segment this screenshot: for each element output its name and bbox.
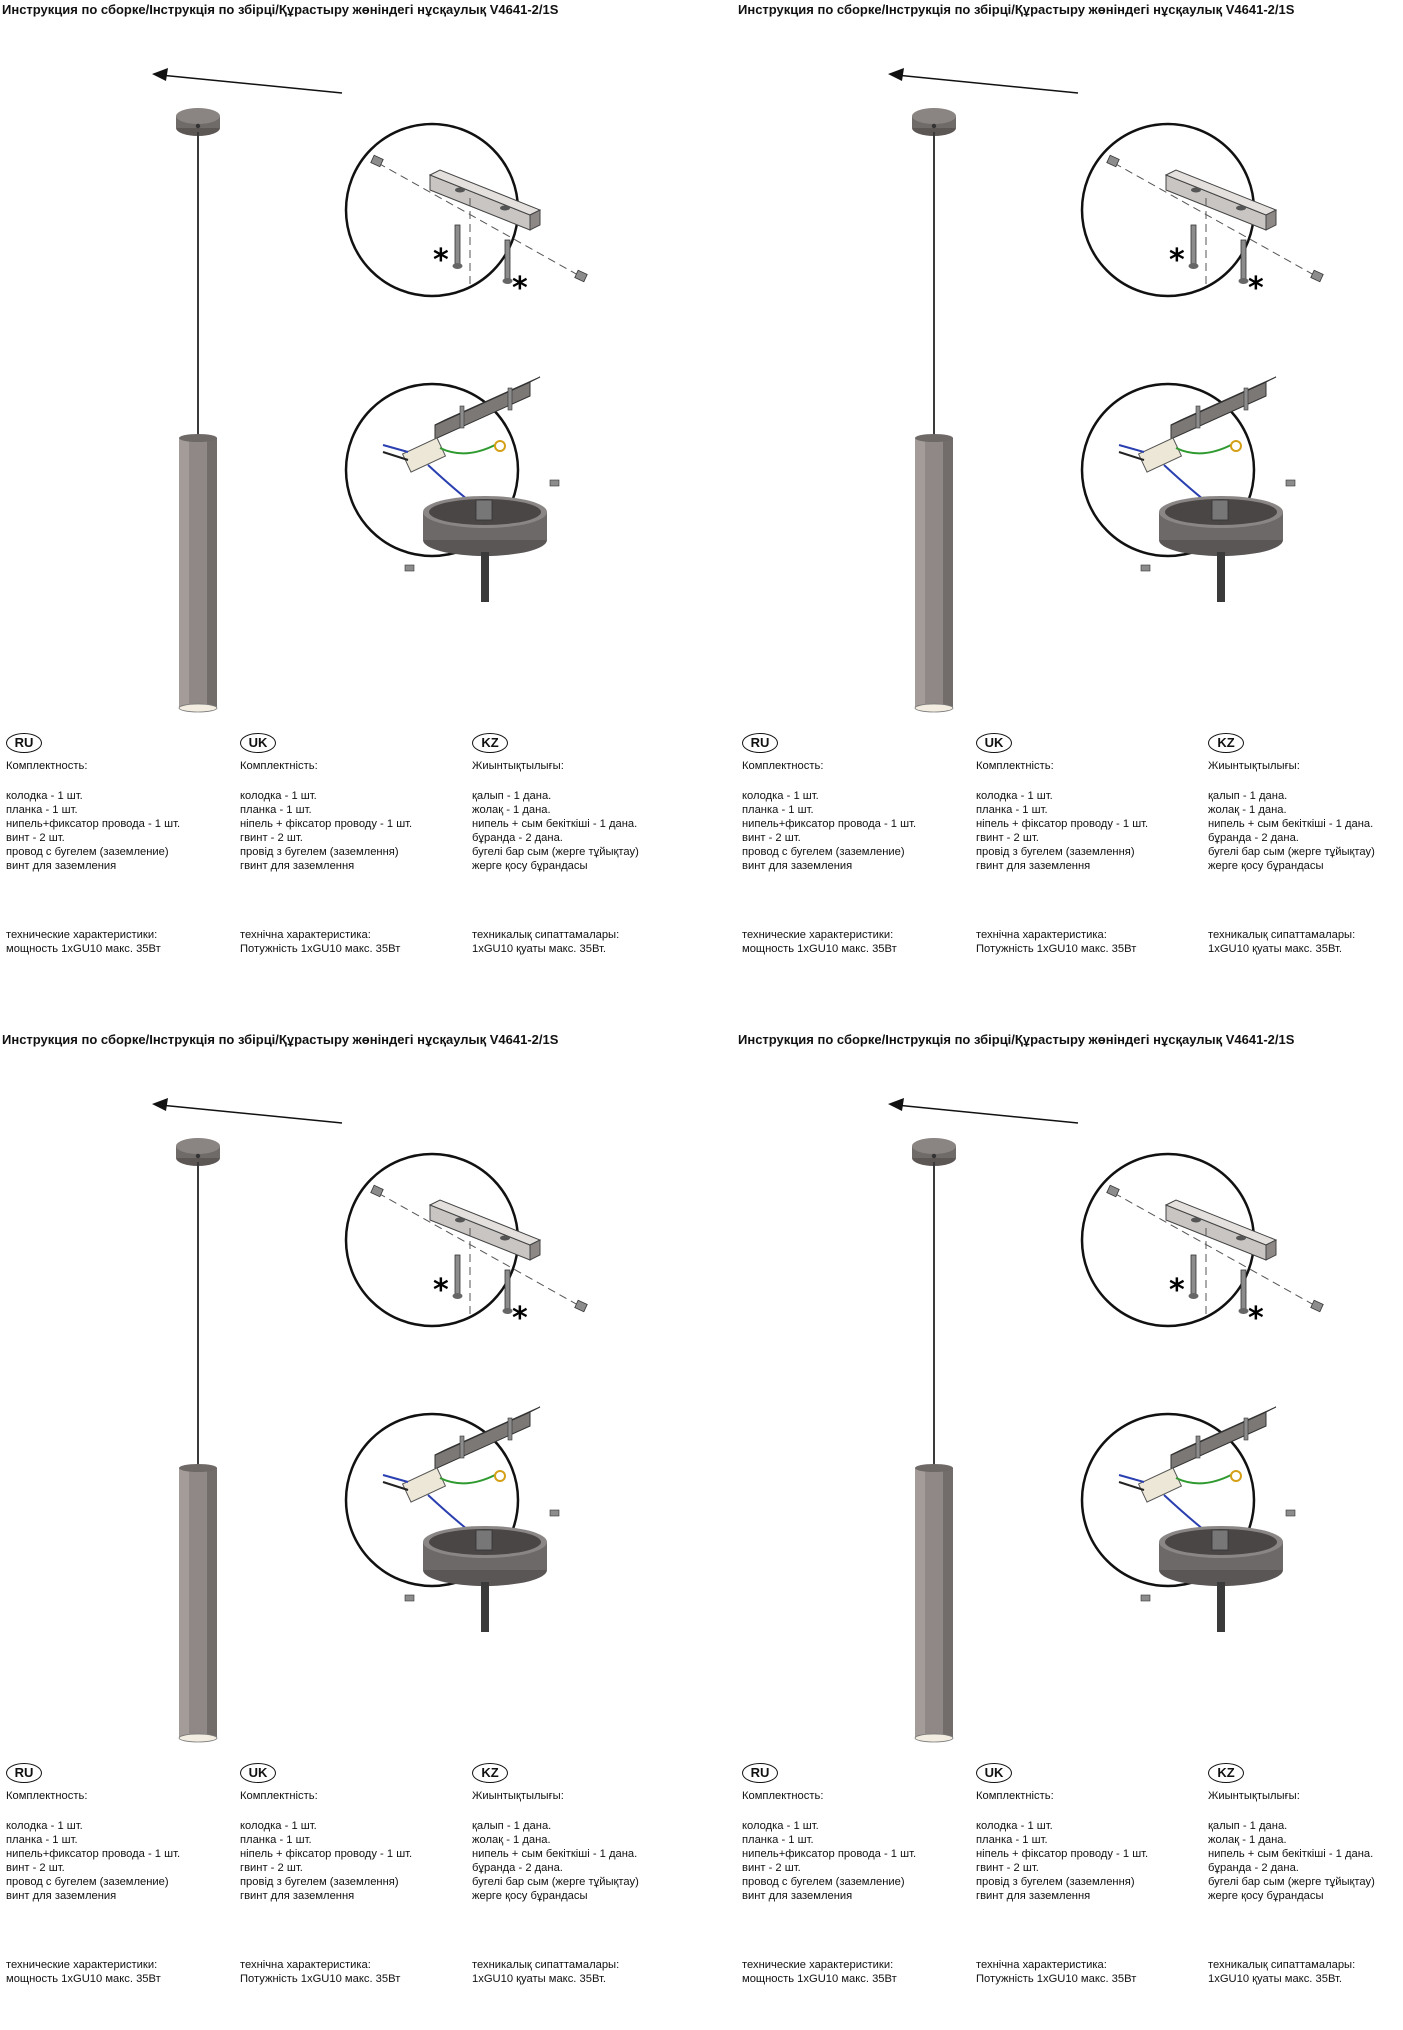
spec-heading: технические характеристики:	[6, 929, 158, 941]
canopy-plate	[423, 1526, 547, 1632]
kit-item: колодка - 1 шт.	[742, 1820, 819, 1832]
page-title: Инструкция по сборке/Інструкція по збірці/Құрастыру жөніндегі нұсқаулық V4641-2/1S	[2, 1032, 559, 1047]
spec-block-uk	[240, 1958, 400, 1986]
page-title: Инструкция по сборке/Інструкція по збірці/Құрастыру жөніндегі нұсқаулық V4641-2/1S	[738, 2, 1295, 17]
kit-item: нипель+фиксатор провода - 1 шт.	[742, 1848, 917, 1860]
arrow-left-icon	[152, 68, 342, 93]
kit-item: нипель+фиксатор провода - 1 шт.	[742, 818, 917, 830]
kit-item: қалып - 1 дана.	[472, 1820, 552, 1832]
lang-badge-kz: KZ	[472, 733, 508, 753]
asterisk-mark: *	[512, 1301, 528, 1336]
lang-column-uk	[240, 733, 412, 873]
asterisk-mark: *	[1169, 243, 1185, 278]
spec-heading: техникалық сипаттамалары:	[1208, 929, 1356, 941]
spec-heading: технические характеристики:	[742, 1959, 894, 1971]
kit-heading: Комплектность:	[6, 760, 88, 772]
kit-item: бұранда - 2 дана.	[472, 832, 563, 844]
canopy-plate	[1159, 1526, 1283, 1632]
kit-item: жолақ - 1 дана.	[1208, 1834, 1287, 1846]
spec-value: мощность 1xGU10 макс. 35Вт	[6, 943, 161, 955]
lang-column-kz	[1208, 733, 1375, 873]
spec-value: 1xGU10 қуаты макс. 35Вт.	[472, 943, 607, 955]
kit-item: винт - 2 шт.	[6, 832, 65, 844]
kit-item: қалып - 1 дана.	[472, 790, 552, 802]
kit-item: винт - 2 шт.	[742, 1862, 801, 1874]
kit-item: нипель + сым бекіткіші - 1 дана.	[1208, 818, 1374, 830]
kit-item: нiпель + фiксатор проводу - 1 шт.	[240, 818, 413, 830]
asterisk-mark: *	[1248, 1301, 1264, 1336]
kit-item: гвинт - 2 шт.	[976, 832, 1039, 844]
kit-item: гвинт для заземлення	[976, 860, 1091, 872]
kit-item: гвинт - 2 шт.	[240, 832, 303, 844]
kit-item: планка - 1 шт.	[240, 1834, 312, 1846]
lang-column-uk	[976, 733, 1148, 873]
kit-item: жерге қосу бұрандасы	[1208, 1890, 1324, 1902]
spec-block-ru	[742, 1958, 897, 1986]
pendant-lamp-icon	[912, 1138, 956, 1742]
kit-item: колодка - 1 шт.	[976, 1820, 1053, 1832]
lang-column-ru	[6, 733, 180, 873]
lang-column-ru	[6, 1763, 180, 1903]
spec-block-kz	[1208, 1958, 1355, 1986]
kit-item: нипель+фиксатор провода - 1 шт.	[6, 1848, 181, 1860]
asterisk-mark: *	[433, 243, 449, 278]
spec-value: 1xGU10 қуаты макс. 35Вт.	[472, 1973, 607, 1985]
spec-block-kz	[1208, 928, 1355, 956]
arrow-left-icon	[888, 1098, 1078, 1123]
kit-heading: Жиынтықтылығы:	[472, 760, 564, 772]
spec-heading: техникалық сипаттамалары:	[472, 929, 620, 941]
kit-heading: Комплектність:	[976, 1790, 1054, 1802]
kit-item: провод с бугелем (заземление)	[742, 1876, 905, 1888]
kit-heading: Жиынтықтылығы:	[1208, 760, 1300, 772]
kit-item: жерге қосу бұрандасы	[472, 860, 588, 872]
asterisk-mark: *	[512, 271, 528, 306]
kit-item: колодка - 1 шт.	[6, 1820, 83, 1832]
spec-heading: технические характеристики:	[742, 929, 894, 941]
kit-item: колодка - 1 шт.	[976, 790, 1053, 802]
kit-item: провод с бугелем (заземление)	[6, 1876, 169, 1888]
kit-heading: Жиынтықтылығы:	[472, 1790, 564, 1802]
kit-item: жерге қосу бұрандасы	[1208, 860, 1324, 872]
pendant-lamp-icon	[176, 108, 220, 712]
lang-column-uk	[976, 1763, 1148, 1903]
kit-heading: Комплектность:	[6, 1790, 88, 1802]
kit-item: жолақ - 1 дана.	[472, 1834, 551, 1846]
spec-value: Потужнiсть 1xGU10 макс. 35Вт	[240, 943, 401, 955]
kit-item: винт для заземления	[6, 860, 117, 872]
kit-item: провiд з бугелем (заземлення)	[240, 846, 399, 858]
lang-badge-uk: UK	[976, 1763, 1012, 1783]
spec-value: Потужнiсть 1xGU10 макс. 35Вт	[976, 1973, 1137, 1985]
lang-badge-uk: UK	[240, 1763, 276, 1783]
kit-item: провiд з бугелем (заземлення)	[240, 1876, 399, 1888]
kit-item: нiпель + фiксатор проводу - 1 шт.	[240, 1848, 413, 1860]
spec-value: 1xGU10 қуаты макс. 35Вт.	[1208, 1973, 1343, 1985]
kit-item: нипель+фиксатор провода - 1 шт.	[6, 818, 181, 830]
kit-item: винт для заземления	[6, 1890, 117, 1902]
spec-value: мощность 1xGU10 макс. 35Вт	[742, 1973, 897, 1985]
asterisk-mark: *	[1248, 271, 1264, 306]
assembly-illustration	[736, 20, 1403, 720]
lang-badge-ru: RU	[742, 1763, 778, 1783]
spec-heading: технiчна характеристика:	[240, 929, 371, 941]
canopy-plate	[1159, 496, 1283, 602]
arrow-left-icon	[152, 1098, 342, 1123]
kit-item: нипель + сым бекіткіші - 1 дана.	[1208, 1848, 1374, 1860]
lang-badge-kz: KZ	[1208, 733, 1244, 753]
kit-heading: Комплектность:	[742, 1790, 824, 1802]
kit-item: планка - 1 шт.	[742, 1834, 814, 1846]
kit-heading: Жиынтықтылығы:	[1208, 1790, 1300, 1802]
lang-badge-kz: KZ	[472, 1763, 508, 1783]
kit-heading: Комплектність:	[240, 1790, 318, 1802]
kit-heading: Комплектність:	[240, 760, 318, 772]
assembly-illustration	[0, 20, 700, 720]
kit-item: провод с бугелем (заземление)	[6, 846, 169, 858]
kit-item: колодка - 1 шт.	[742, 790, 819, 802]
spec-heading: технические характеристики:	[6, 1959, 158, 1971]
kit-item: бугелі бар сым (жерге тұйықтау)	[472, 846, 639, 858]
kit-item: бұранда - 2 дана.	[1208, 832, 1299, 844]
kit-item: планка - 1 шт.	[6, 1834, 78, 1846]
lang-column-uk	[240, 1763, 412, 1903]
kit-heading: Комплектність:	[976, 760, 1054, 772]
pendant-lamp-icon	[912, 108, 956, 712]
instruction-sheet	[0, 0, 700, 1000]
spec-value: мощность 1xGU10 макс. 35Вт	[6, 1973, 161, 1985]
spec-value: Потужнiсть 1xGU10 макс. 35Вт	[976, 943, 1137, 955]
kit-item: планка - 1 шт.	[240, 804, 312, 816]
kit-item: бұранда - 2 дана.	[1208, 1862, 1299, 1874]
kit-item: колодка - 1 шт.	[240, 1820, 317, 1832]
canopy-plate	[423, 496, 547, 602]
asterisk-mark: *	[1169, 1273, 1185, 1308]
kit-item: планка - 1 шт.	[976, 804, 1048, 816]
kit-item: провiд з бугелем (заземлення)	[976, 1876, 1135, 1888]
kit-item: жолақ - 1 дана.	[1208, 804, 1287, 816]
lang-badge-uk: UK	[240, 733, 276, 753]
kit-item: қалып - 1 дана.	[1208, 1820, 1288, 1832]
lang-badge-ru: RU	[6, 1763, 42, 1783]
page-title: Инструкция по сборке/Інструкція по збірці/Құрастыру жөніндегі нұсқаулық V4641-2/1S	[738, 1032, 1295, 1047]
lang-column-kz	[1208, 1763, 1375, 1903]
kit-item: планка - 1 шт.	[6, 804, 78, 816]
page-title: Инструкция по сборке/Інструкція по збірці/Құрастыру жөніндегі нұсқаулық V4641-2/1S	[2, 2, 559, 17]
spec-value: 1xGU10 қуаты макс. 35Вт.	[1208, 943, 1343, 955]
kit-item: винт - 2 шт.	[742, 832, 801, 844]
spec-block-uk	[976, 928, 1136, 956]
instruction-sheet	[736, 1030, 1403, 2030]
spec-block-ru	[6, 1958, 161, 1986]
kit-item: гвинт - 2 шт.	[240, 1862, 303, 1874]
spec-block-uk	[240, 928, 400, 956]
kit-item: винт для заземления	[742, 860, 853, 872]
kit-item: винт - 2 шт.	[6, 1862, 65, 1874]
kit-item: колодка - 1 шт.	[240, 790, 317, 802]
assembly-illustration	[736, 1050, 1403, 1750]
asterisk-mark: *	[433, 1273, 449, 1308]
spec-heading: техникалық сипаттамалары:	[1208, 1959, 1356, 1971]
kit-item: гвинт - 2 шт.	[976, 1862, 1039, 1874]
spec-heading: технiчна характеристика:	[240, 1959, 371, 1971]
kit-item: гвинт для заземлення	[976, 1890, 1091, 1902]
kit-item: нiпель + фiксатор проводу - 1 шт.	[976, 818, 1149, 830]
spec-heading: технiчна характеристика:	[976, 1959, 1107, 1971]
spec-block-kz	[472, 1958, 619, 1986]
kit-item: гвинт для заземлення	[240, 1890, 355, 1902]
kit-item: жолақ - 1 дана.	[472, 804, 551, 816]
spec-value: мощность 1xGU10 макс. 35Вт	[742, 943, 897, 955]
spec-heading: техникалық сипаттамалары:	[472, 1959, 620, 1971]
kit-item: бұранда - 2 дана.	[472, 1862, 563, 1874]
lang-column-ru	[742, 733, 916, 873]
lang-badge-ru: RU	[742, 733, 778, 753]
spec-value: Потужнiсть 1xGU10 макс. 35Вт	[240, 1973, 401, 1985]
spec-block-ru	[6, 928, 161, 956]
pendant-lamp-icon	[176, 1138, 220, 1742]
kit-item: гвинт для заземлення	[240, 860, 355, 872]
kit-heading: Комплектность:	[742, 760, 824, 772]
lang-column-kz	[472, 733, 639, 873]
kit-item: бугелі бар сым (жерге тұйықтау)	[1208, 1876, 1375, 1888]
kit-item: бугелі бар сым (жерге тұйықтау)	[1208, 846, 1375, 858]
kit-item: жерге қосу бұрандасы	[472, 1890, 588, 1902]
spec-block-kz	[472, 928, 619, 956]
lang-badge-kz: KZ	[1208, 1763, 1244, 1783]
kit-item: винт для заземления	[742, 1890, 853, 1902]
lang-badge-uk: UK	[976, 733, 1012, 753]
lang-column-ru	[742, 1763, 916, 1903]
instruction-sheet	[736, 0, 1403, 1000]
kit-item: провод с бугелем (заземление)	[742, 846, 905, 858]
kit-item: нипель + сым бекіткіші - 1 дана.	[472, 818, 638, 830]
kit-item: нiпель + фiксатор проводу - 1 шт.	[976, 1848, 1149, 1860]
kit-item: провiд з бугелем (заземлення)	[976, 846, 1135, 858]
arrow-left-icon	[888, 68, 1078, 93]
lang-column-kz	[472, 1763, 639, 1903]
kit-item: планка - 1 шт.	[976, 1834, 1048, 1846]
kit-item: планка - 1 шт.	[742, 804, 814, 816]
kit-item: колодка - 1 шт.	[6, 790, 83, 802]
assembly-illustration	[0, 1050, 700, 1750]
spec-heading: технiчна характеристика:	[976, 929, 1107, 941]
instruction-sheet	[0, 1030, 700, 2030]
lang-badge-ru: RU	[6, 733, 42, 753]
spec-block-ru	[742, 928, 897, 956]
kit-item: бугелі бар сым (жерге тұйықтау)	[472, 1876, 639, 1888]
kit-item: нипель + сым бекіткіші - 1 дана.	[472, 1848, 638, 1860]
kit-item: қалып - 1 дана.	[1208, 790, 1288, 802]
spec-block-uk	[976, 1958, 1136, 1986]
